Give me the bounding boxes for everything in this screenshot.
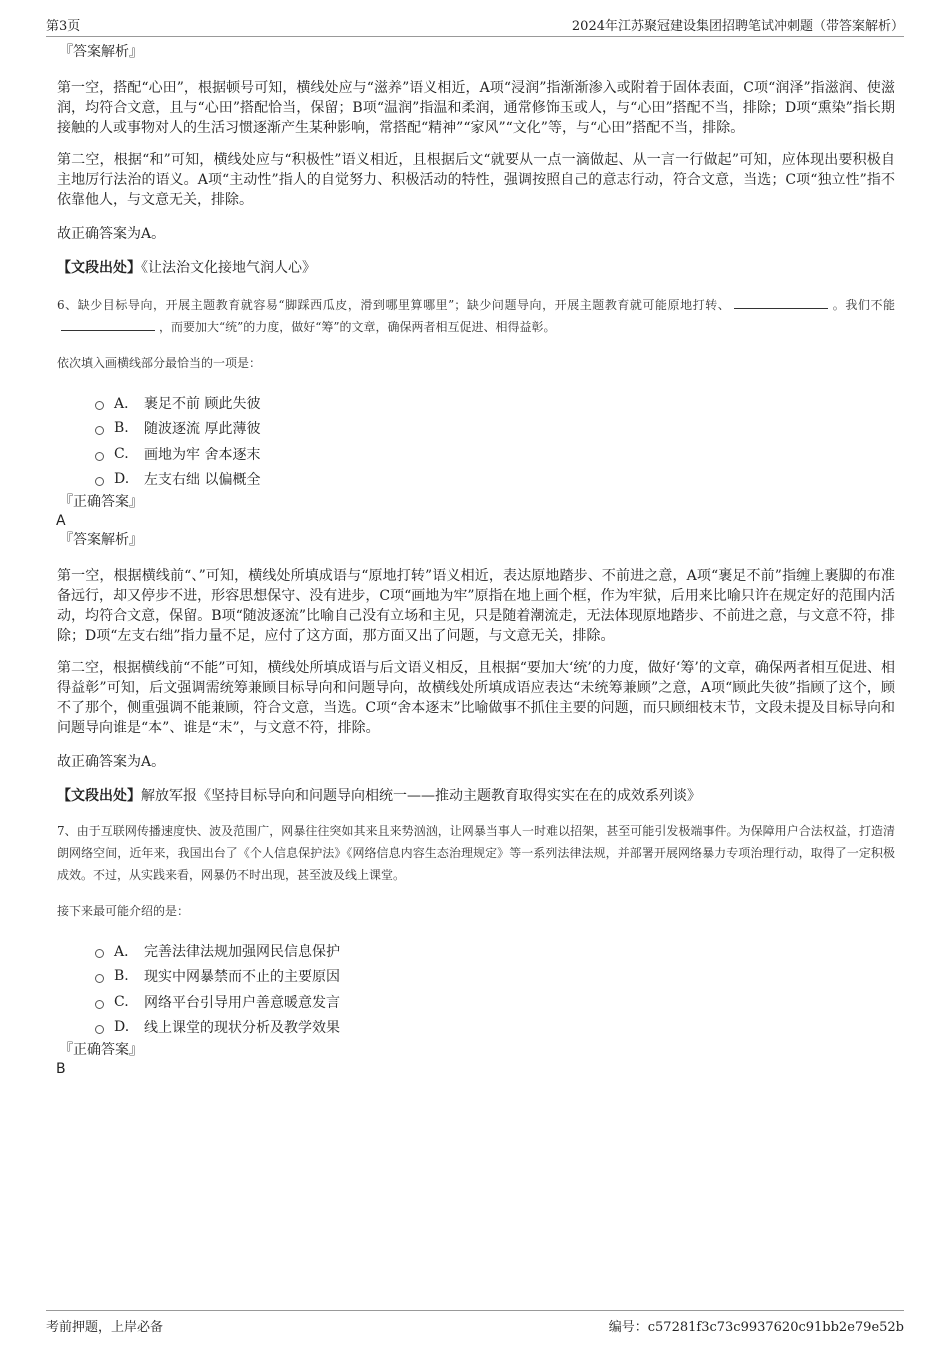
question-6-text-a: 6、缺少目标导向，开展主题教育就容易“脚踩西瓜皮，滑到哪里算哪里”；缺少问题导向，开展主题教育就可能原地打转、 [57,298,731,312]
page-content [57,42,895,1078]
radio-icon[interactable] [95,452,104,461]
option-letter: A． [114,395,139,412]
option-letter: B. [114,420,129,437]
blank-1 [734,296,828,309]
option-letter: D. [114,471,130,488]
source-text: 《让法治文化接地气润人心》 [141,260,316,276]
analysis-paragraph-2: 第二空，根据“和”可知，横线处应与“积极性”语义相近，且根据后文“就要从一点一滴做起、从一言一行做起”可知，应体现出要积极自主地厉行法治的语义。A项“主动性”指人的自觉努力、积极活动的特性，强调按照自己的意志行动，符合文意，当选；C项“独立性”指不依靠他人，与文意无关，排除。 [57,152,895,208]
question-7-text: 7、由于互联网传播速度快、波及范围广，网暴往往突如其来且来势汹汹，让网暴当事人一时难以招架，甚至可能引发极端事件。为保障用户合法权益，打造清朗网络空间，近年来，我国出台了《个人信息保护法》《网络信息内容生态治理规定》等一系列法律法规，并部署开展网络暴力专项治理行动，取得了一定积极成效。不过，从实践来看，网暴仍不时出现，甚至波及线上课堂。 [57,824,895,882]
question-6-options [57,390,895,492]
option-text: 现实中网暴禁而不止的主要原因 [144,969,340,986]
question-7-options [57,938,895,1040]
correct-answer: B [56,1061,66,1077]
radio-icon[interactable] [95,477,104,486]
correct-answer: A [56,513,66,529]
analysis-paragraph-1: 第一空，搭配“心田”，根据顿号可知，横线处应与“滋养”语义相近，A项“浸润”指渐渐渗入或附着于固体表面，C项“润泽”指滋润、使滋润，均符合文意，且与“心田”搭配恰当，保留；B项“温润”指温和柔润，通常修饰玉或人，与“心田”搭配不当，排除；D项“熏染”指长期接触的人或事物对人的生活习惯逐渐产生某种影响，常搭配“精神”“家风”“文化”等，与“心田”搭配不当，排除。 [57,80,895,136]
radio-icon[interactable] [95,974,104,983]
option-a[interactable] [95,938,895,964]
option-text: 线上课堂的现状分析及教学效果 [144,1020,340,1037]
correct-answer-label: 『正确答案』 [59,494,143,510]
source-label: 【文段出处】 [57,260,141,276]
document-code: 编号：c57281f3c73c9937620c91bb2e79e52b [608,1320,904,1335]
option-c[interactable] [95,441,895,467]
page-number: 第3页 [46,19,81,34]
question-6-text-c: ，而要加大“统”的力度，做好“筹”的文章，确保两者相互促进、相得益彰。 [159,320,556,334]
option-letter: D. [114,1019,130,1036]
option-letter: C. [114,445,129,462]
question-6-text [57,294,895,338]
analysis-conclusion: 故正确答案为A。 [57,754,166,770]
option-text: 随波逐流 厚此薄彼 [144,421,261,438]
source-line [57,786,895,806]
radio-icon[interactable] [95,1025,104,1034]
option-b[interactable] [95,964,895,990]
radio-icon[interactable] [95,949,104,958]
analysis-label: 『答案解析』 [59,532,143,548]
option-text: 左支右绌 以偏概全 [144,472,261,489]
option-text: 画地为牢 舍本逐末 [144,446,261,463]
option-text: 裹足不前 顾此失彼 [144,395,261,412]
question-6-text-b: 。我们不能 [832,298,895,312]
source-label: 【文段出处】 [57,788,141,804]
page-header [46,12,904,37]
analysis-paragraph-2: 第二空，根据横线前“不能”可知，横线处所填成语与后文语义相反，且根据“要加大‘统’的力度，做好‘筹’的文章，确保两者相互促进、相得益彰”可知，后文强调需统筹兼顾目标导向和问题导向，故横线处所填成语应表达“未统筹兼顾”之意，A项“顾此失彼”指顾了这个，顾不了那个，侧重强调不能兼顾，符合文意，当选。C项“舍本逐末”比喻做事不抓住主要的问题，而只顾细枝末节，文段未提及目标导向和问题导向谁是“本”、谁是“末”，与文意不符，排除。 [57,660,895,736]
option-letter: A． [114,943,139,960]
analysis-label: 『答案解析』 [59,44,143,60]
radio-icon[interactable] [95,401,104,410]
option-text: 完善法律法规加强网民信息保护 [144,943,340,960]
option-b[interactable] [95,416,895,442]
option-letter: C. [114,993,129,1010]
option-c[interactable] [95,989,895,1015]
option-letter: B. [114,968,129,985]
radio-icon[interactable] [95,1000,104,1009]
question-6-prompt: 依次填入画横线部分最恰当的一项是： [57,356,262,370]
option-a[interactable] [95,390,895,416]
analysis-paragraph-1: 第一空，根据横线前“、”可知，横线处所填成语与“原地打转”语义相近，表达原地踏步、不前进之意，A项“裹足不前”指缠上裹脚的布准备远行，却又停步不进，形容思想保守、没有进步，C项“画地为牢”原指在地上画个框，作为牢狱，后用来比喻只许在规定好的范围内活动，均符合文意，保留。B项“随波逐流”比喻自己没有立场和主见，只是随着潮流走，无法体现原地踏步、不前进之意，与文意不符，排除；D项“左支右绌”指力量不足，应付了这方面，那方面又出了问题，与文意无关，排除。 [57,568,895,644]
page-footer [46,1310,904,1335]
question-7-prompt: 接下来最可能介绍的是： [57,904,190,918]
correct-answer-label: 『正确答案』 [59,1042,143,1058]
option-text: 网络平台引导用户善意暖意发言 [144,994,340,1011]
source-text: 解放军报《坚持目标导向和问题导向相统一——推动主题教育取得实实在在的成效系列谈》 [141,788,701,804]
blank-2 [61,318,155,331]
source-line [57,258,895,278]
option-d[interactable] [95,467,895,493]
option-d[interactable] [95,1015,895,1041]
footer-slogan: 考前押题，上岸必备 [46,1320,164,1335]
document-title: 2024年江苏聚冠建设集团招聘笔试冲刺题（带答案解析） [571,19,904,34]
radio-icon[interactable] [95,426,104,435]
analysis-conclusion: 故正确答案为A。 [57,226,166,242]
